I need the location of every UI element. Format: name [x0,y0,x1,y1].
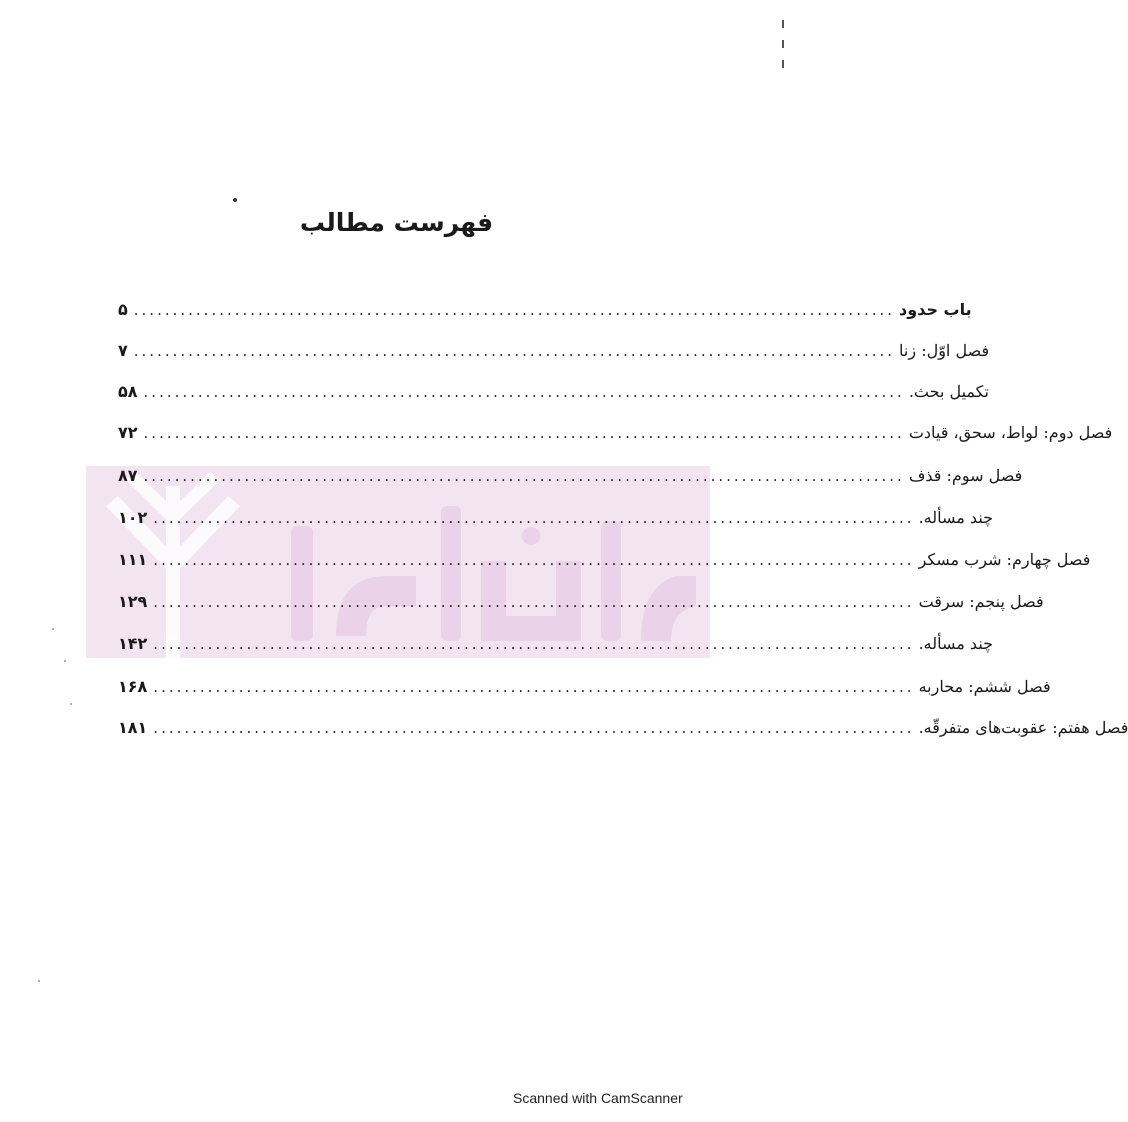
toc-page-number: ۱۲۹ [118,592,148,611]
toc-leader-dots: .................................................................................................. [133,342,896,360]
scanner-footer: Scanned with CamScanner [513,1090,683,1106]
toc-leader-dots: .................................................................................................. [153,635,915,653]
toc-leader-dots: .................................................................................................. [153,719,915,737]
toc-leader-dots: .................................................................................................. [153,678,915,696]
toc-entry [118,550,1091,576]
toc-leader-dots: .................................................................................................. [153,593,915,611]
toc-entry-label: چند مسأله. [918,634,994,653]
toc-page-number: ۵ [118,300,128,319]
toc-page-number: ۱۶۸ [118,677,148,696]
toc-entry-label: تکمیل بحث. [908,382,989,401]
toc-entry-label: فصل دوم: لواط، سحق، قیادت [908,423,1113,442]
toc-entry-label: چند مسأله. [918,508,994,527]
toc-entry-label: فصل چهارم: شرب مسکر [918,550,1091,569]
toc-leader-dots: .................................................................................................. [153,509,915,527]
toc-entry-label: فصل ششم: محاربه [918,677,1051,696]
toc-page-number: ۷ [118,341,128,360]
toc-entry [118,718,1128,744]
toc-entry [118,508,994,534]
toc-page-number: ۱۰۲ [118,508,148,527]
toc-entry [118,423,1113,449]
toc-page-number: ۷۲ [118,423,138,442]
toc-leader-dots: .................................................................................................. [133,301,896,319]
toc-entry [118,382,989,408]
scan-edge-marks [782,20,785,110]
toc-entry [118,634,994,660]
toc-page-number: ۱۱۱ [118,550,148,569]
toc-entry [118,592,1044,618]
toc-leader-dots: .................................................................................................. [143,383,905,401]
toc-entry-label: فصل اوّل: زنا [899,341,990,360]
toc-entry [118,466,1023,492]
toc-leader-dots: .................................................................................................. [143,467,905,485]
page-title: فهرست مطالب [299,208,494,237]
toc-leader-dots: .................................................................................................. [143,424,905,442]
toc-entry-label: فصل هفتم: عقوبت‌های متفرقّه. [918,718,1128,737]
toc-entry [118,677,1051,703]
toc-entry-label: باب حدود [899,300,972,319]
toc-entry-label: فصل سوم: قذف [908,466,1023,485]
toc-entry-label: فصل پنجم: سرقت [918,592,1044,611]
toc-page-number: ۱۸۱ [118,718,148,737]
toc-page-number: ۵۸ [118,382,138,401]
toc-entry [118,300,972,326]
toc-entry [118,341,990,367]
stray-ink-mark [233,198,237,202]
toc-leader-dots: .................................................................................................. [153,551,915,569]
toc-page-number: ۸۷ [118,466,138,485]
toc-page-number: ۱۴۲ [118,634,148,653]
